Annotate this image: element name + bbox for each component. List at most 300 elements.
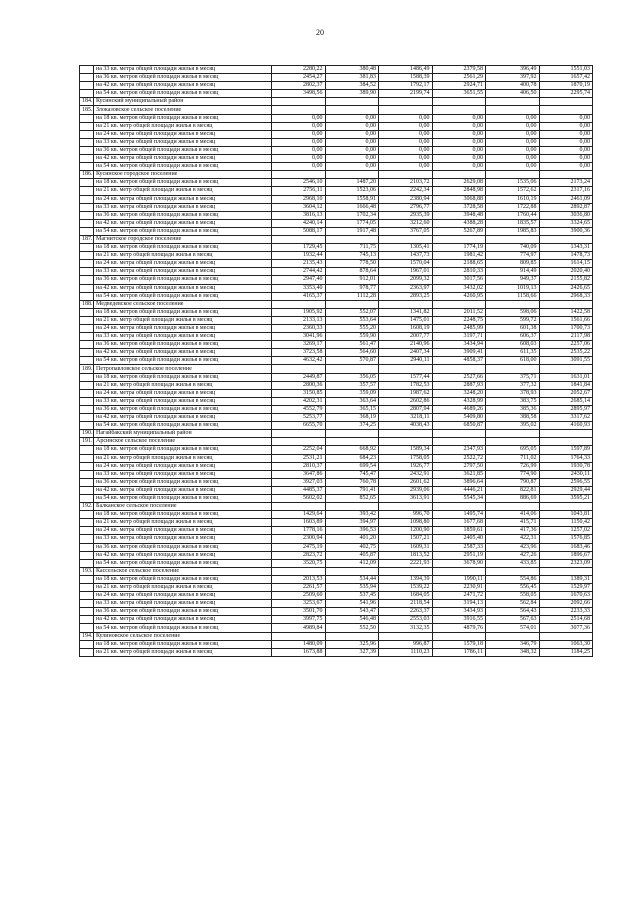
row-index [80, 575, 94, 583]
row-index [80, 535, 94, 543]
value-cell: 1666,48 [325, 203, 379, 211]
table-row [80, 640, 593, 648]
value-cell: 348,32 [486, 648, 540, 656]
value-cell [379, 235, 433, 243]
value-cell [486, 300, 540, 308]
value-cell: 1486,49 [379, 66, 433, 74]
row-index [80, 592, 94, 600]
value-cell: 552,50 [325, 624, 379, 632]
table-row [80, 260, 593, 268]
row-label: на 18 кв. метров общей площади жилья в месяц [94, 446, 272, 454]
value-cell: 6655,70 [272, 422, 326, 430]
table-row [80, 66, 593, 74]
value-cell: 3723,58 [272, 349, 326, 357]
row-index [80, 179, 94, 187]
value-cell: 2968,33 [539, 292, 593, 300]
value-cell: 1700,73 [539, 325, 593, 333]
value-cell: 1475,01 [379, 316, 433, 324]
row-label: на 54 кв. метров общей площади жилья в месяц [94, 624, 272, 632]
value-cell: 3432,02 [432, 284, 486, 292]
value-cell: 2188,65 [432, 260, 486, 268]
value-cell: 1684,05 [379, 592, 433, 600]
row-index [80, 519, 94, 527]
value-cell: 0,00 [379, 114, 433, 122]
value-cell: 1774,19 [432, 244, 486, 252]
row-index [80, 138, 94, 146]
value-cell: 2810,37 [272, 462, 326, 470]
row-label: на 33 кв. метра общей площади жилья в месяц [94, 268, 272, 276]
value-cell: 1422,58 [539, 308, 593, 316]
value-cell: 1019,13 [486, 284, 540, 292]
row-label: на 42 кв. метра общей площади жилья в месяц [94, 349, 272, 357]
row-label: на 21 кв. метр общей площади жилья в месяц [94, 519, 272, 527]
value-cell: 1774,05 [325, 219, 379, 227]
row-label: Кусинское городское поселение [94, 171, 272, 179]
row-index [80, 187, 94, 195]
value-cell: 327,39 [325, 648, 379, 656]
value-cell: 1729,45 [272, 244, 326, 252]
row-label: на 42 кв. метра общей площади жилья в месяц [94, 82, 272, 90]
row-index [80, 357, 94, 365]
value-cell: 356,05 [325, 373, 379, 381]
table-row [80, 171, 593, 179]
value-cell: 2199,74 [379, 90, 433, 98]
row-index [80, 292, 94, 300]
value-cell: 1184,25 [539, 648, 593, 656]
value-cell: 433,85 [486, 559, 540, 567]
row-index: 184. [80, 98, 94, 106]
value-cell [539, 438, 593, 446]
table-row [80, 632, 593, 640]
table-row [80, 430, 593, 438]
value-cell: 555,20 [325, 325, 379, 333]
table-row [80, 357, 593, 365]
row-index [80, 381, 94, 389]
value-cell: 0,00 [432, 114, 486, 122]
table-row [80, 122, 593, 130]
value-cell: 3900,36 [539, 227, 593, 235]
value-cell: 2347,93 [432, 446, 486, 454]
table-row [80, 146, 593, 154]
value-cell: 1576,85 [539, 535, 593, 543]
value-cell [486, 632, 540, 640]
row-index [80, 470, 94, 478]
row-label: Кассельское сельское поселение [94, 567, 272, 575]
value-cell: 2379,58 [432, 66, 486, 74]
value-cell: 0,00 [325, 122, 379, 130]
row-label: на 36 кв. метров общей площади жилья в месяц [94, 146, 272, 154]
value-cell: 3434,93 [432, 608, 486, 616]
table-row [80, 567, 593, 575]
value-cell [325, 567, 379, 575]
value-cell: 3212,60 [379, 219, 433, 227]
value-cell: 611,35 [486, 349, 540, 357]
value-cell: 3150,85 [272, 389, 326, 397]
value-cell: 1478,73 [539, 252, 593, 260]
value-cell: 2546,10 [272, 179, 326, 187]
value-cell: 684,23 [325, 454, 379, 462]
value-cell: 0,00 [486, 163, 540, 171]
value-cell: 2744,42 [272, 268, 326, 276]
table-row [80, 114, 593, 122]
value-cell: 2426,65 [539, 284, 593, 292]
row-index: 192. [80, 503, 94, 511]
value-cell: 2553,03 [379, 616, 433, 624]
value-cell: 2756,11 [272, 187, 326, 195]
row-index [80, 66, 94, 74]
value-cell: 2449,87 [272, 373, 326, 381]
row-index [80, 600, 94, 608]
value-cell: 2929,44 [539, 486, 593, 494]
row-index [80, 195, 94, 203]
value-cell: 0,00 [432, 130, 486, 138]
value-cell: 912,01 [325, 276, 379, 284]
row-label: Балканское сельское поселение [94, 503, 272, 511]
value-cell: 395,02 [486, 422, 540, 430]
value-cell: 0,00 [325, 155, 379, 163]
value-cell [272, 567, 326, 575]
value-cell: 2135,43 [272, 260, 326, 268]
value-cell: 3017,56 [432, 276, 486, 284]
value-cell: 1917,48 [325, 227, 379, 235]
table-row [80, 584, 593, 592]
value-cell: 365,15 [325, 405, 379, 413]
row-index [80, 640, 94, 648]
value-cell: 0,00 [539, 114, 593, 122]
value-cell: 2810,33 [432, 268, 486, 276]
row-index [80, 486, 94, 494]
value-cell: 3927,03 [272, 478, 326, 486]
value-cell: 0,00 [539, 146, 593, 154]
value-cell: 711,75 [325, 244, 379, 252]
row-label: на 36 кв. метров общей площади жилья в месяц [94, 608, 272, 616]
value-cell: 695,05 [486, 446, 540, 454]
value-cell: 0,00 [325, 146, 379, 154]
table-row [80, 559, 593, 567]
value-cell: 1539,22 [379, 584, 433, 592]
value-cell: 3613,91 [379, 494, 433, 502]
row-index [80, 543, 94, 551]
row-index: 190. [80, 430, 94, 438]
value-cell: 534,44 [325, 575, 379, 583]
value-cell: 1614,15 [539, 260, 593, 268]
table-row [80, 446, 593, 454]
value-cell: 385,36 [486, 405, 540, 413]
value-cell: 1673,88 [272, 648, 326, 656]
value-cell: 422,31 [486, 535, 540, 543]
row-label: на 42 кв. метра общей площади жилья в месяц [94, 414, 272, 422]
value-cell [432, 632, 486, 640]
row-label: Магнитское городское поселение [94, 235, 272, 243]
value-cell [539, 430, 593, 438]
table-row [80, 316, 593, 324]
value-cell: 774,90 [486, 470, 540, 478]
row-label: на 21 кв. метр общей площади жилья в месяц [94, 454, 272, 462]
value-cell: 402,75 [325, 543, 379, 551]
value-cell: 1570,04 [379, 260, 433, 268]
row-index [80, 227, 94, 235]
value-cell: 3816,13 [272, 211, 326, 219]
value-cell: 3896,64 [432, 478, 486, 486]
value-cell: 1835,57 [486, 219, 540, 227]
value-cell [432, 171, 486, 179]
row-label: на 21 кв. метр общей площади жилья в месяц [94, 252, 272, 260]
value-cell: 760,78 [325, 478, 379, 486]
value-cell: 2118,54 [379, 600, 433, 608]
row-label: на 36 кв. метров общей площади жилья в месяц [94, 543, 272, 551]
table-row [80, 90, 593, 98]
value-cell: 2587,33 [432, 543, 486, 551]
value-cell: 0,00 [325, 163, 379, 171]
value-cell: 400,78 [486, 82, 540, 90]
value-cell: 774,97 [486, 252, 540, 260]
value-cell: 1551,03 [539, 66, 593, 74]
table-row [80, 381, 593, 389]
value-cell: 377,32 [486, 381, 540, 389]
row-label: на 36 кв. метров общей площади жилья в месяц [94, 478, 272, 486]
row-index: 191. [80, 438, 94, 446]
row-label: на 21 кв. метр общей площади жилья в месяц [94, 187, 272, 195]
value-cell [379, 438, 433, 446]
table-row [80, 138, 593, 146]
table-row [80, 608, 593, 616]
value-cell: 396,49 [486, 66, 540, 74]
value-cell: 564,43 [486, 608, 540, 616]
value-cell: 1257,02 [539, 527, 593, 535]
table-row [80, 276, 593, 284]
value-cell: 1394,39 [379, 575, 433, 583]
value-cell: 2602,86 [379, 397, 433, 405]
value-cell: 3132,35 [379, 624, 433, 632]
table-row [80, 373, 593, 381]
value-cell: 1841,84 [539, 381, 593, 389]
row-label: Кусинский муниципальный район [94, 98, 272, 106]
row-label: на 24 кв. метра общей площади жилья в месяц [94, 592, 272, 600]
value-cell: 740,09 [486, 244, 540, 252]
value-cell: 1603,89 [272, 519, 326, 527]
value-cell: 3068,88 [432, 195, 486, 203]
table-row [80, 519, 593, 527]
table-row [80, 511, 593, 519]
value-cell: 2323,09 [539, 559, 593, 567]
table-row [80, 82, 593, 90]
value-cell: 0,00 [272, 146, 326, 154]
row-index [80, 244, 94, 252]
value-cell: 1110,23 [379, 648, 433, 656]
table-row [80, 624, 593, 632]
table-row [80, 616, 593, 624]
value-cell: 4202,31 [272, 397, 326, 405]
value-cell [272, 365, 326, 373]
value-cell: 4165,37 [272, 292, 326, 300]
value-cell: 0,00 [379, 155, 433, 163]
value-cell: 878,64 [325, 268, 379, 276]
row-label: Кулиновское сельское поселение [94, 632, 272, 640]
table-row [80, 227, 593, 235]
value-cell: 1577,44 [379, 373, 433, 381]
value-cell: 3077,36 [539, 624, 593, 632]
value-cell [432, 300, 486, 308]
row-label: на 33 кв. метра общей площади жилья в месяц [94, 470, 272, 478]
value-cell: 1764,33 [539, 454, 593, 462]
value-cell: 598,06 [486, 308, 540, 316]
value-cell: 2432,91 [379, 470, 433, 478]
row-index [80, 551, 94, 559]
row-index [80, 325, 94, 333]
value-cell: 2317,16 [539, 187, 593, 195]
row-label: на 21 кв. метр общей площади жилья в месяц [94, 122, 272, 130]
value-cell [325, 430, 379, 438]
table-row [80, 74, 593, 82]
value-cell: 1158,66 [486, 292, 540, 300]
row-index: 193. [80, 567, 94, 575]
value-cell: 2430,11 [539, 470, 593, 478]
value-cell: 2951,19 [432, 551, 486, 559]
value-cell: 3916,55 [432, 616, 486, 624]
value-cell: 4879,76 [432, 624, 486, 632]
value-cell [432, 438, 486, 446]
value-cell: 0,00 [379, 138, 433, 146]
value-cell: 553,64 [325, 316, 379, 324]
row-label: на 24 кв. метра общей площади жилья в месяц [94, 325, 272, 333]
value-cell: 1870,19 [539, 82, 593, 90]
value-cell: 4552,79 [272, 405, 326, 413]
table-row [80, 462, 593, 470]
value-cell: 0,00 [539, 138, 593, 146]
value-cell: 2800,36 [272, 381, 326, 389]
value-cell: 0,00 [272, 163, 326, 171]
value-cell: 1932,44 [272, 252, 326, 260]
value-cell: 2968,10 [272, 195, 326, 203]
value-cell: 2629,08 [432, 179, 486, 187]
value-cell: 380,48 [325, 66, 379, 74]
value-cell: 2807,94 [379, 405, 433, 413]
row-index [80, 163, 94, 171]
value-cell: 1150,42 [539, 519, 593, 527]
value-cell [432, 567, 486, 575]
value-cell: 1437,73 [379, 252, 433, 260]
value-cell: 396,53 [325, 527, 379, 535]
value-cell: 1480,09 [272, 640, 326, 648]
row-index [80, 494, 94, 502]
value-cell: 359,09 [325, 389, 379, 397]
value-cell: 346,79 [486, 640, 540, 648]
row-index [80, 624, 94, 632]
value-cell: 3091,55 [539, 357, 593, 365]
value-cell: 0,00 [486, 114, 540, 122]
value-cell: 325,96 [325, 640, 379, 648]
value-cell: 1558,91 [325, 195, 379, 203]
value-cell [379, 300, 433, 308]
row-index [80, 405, 94, 413]
row-label: на 54 кв. метров общей площади жилья в месяц [94, 163, 272, 171]
value-cell: 423,96 [486, 543, 540, 551]
value-cell: 2935,39 [379, 211, 433, 219]
value-cell: 2535,22 [539, 349, 593, 357]
row-index: 187. [80, 235, 94, 243]
table-row [80, 648, 593, 656]
value-cell: 406,50 [486, 90, 540, 98]
value-cell [432, 430, 486, 438]
value-cell: 2893,25 [379, 292, 433, 300]
table-row [80, 308, 593, 316]
value-cell: 0,00 [325, 130, 379, 138]
value-cell: 1792,17 [379, 82, 433, 90]
value-cell [539, 300, 593, 308]
value-cell: 0,00 [432, 138, 486, 146]
value-cell: 2601,62 [379, 478, 433, 486]
row-index [80, 276, 94, 284]
value-cell: 1305,41 [379, 244, 433, 252]
value-cell: 3501,70 [272, 608, 326, 616]
value-cell: 0,00 [325, 138, 379, 146]
value-cell: 3767,05 [379, 227, 433, 235]
value-cell: 852,65 [325, 494, 379, 502]
row-index [80, 252, 94, 260]
row-index [80, 414, 94, 422]
value-cell: 1683,46 [539, 543, 593, 551]
row-label: на 21 кв. метр общей площади жилья в месяц [94, 584, 272, 592]
value-cell: 809,85 [486, 260, 540, 268]
value-cell: 401,20 [325, 535, 379, 543]
row-label: на 18 кв. метров общей площади жилья в месяц [94, 179, 272, 187]
row-index [80, 130, 94, 138]
value-cell: 2380,94 [379, 195, 433, 203]
value-cell [432, 235, 486, 243]
value-cell: 726,99 [486, 462, 540, 470]
value-cell: 1657,42 [539, 74, 593, 82]
value-cell: 822,81 [486, 486, 540, 494]
row-label: на 33 кв. метра общей площади жилья в месяц [94, 535, 272, 543]
row-label: на 36 кв. метров общей площади жилья в месяц [94, 74, 272, 82]
table-row [80, 187, 593, 195]
value-cell [379, 430, 433, 438]
row-label: на 33 кв. метра общей площади жилья в месяц [94, 138, 272, 146]
row-index [80, 341, 94, 349]
row-label: Петропавловское сельское поселение [94, 365, 272, 373]
value-cell: 0,00 [379, 146, 433, 154]
page-number: 20 [316, 28, 324, 37]
value-cell: 3353,40 [272, 284, 326, 292]
value-cell [539, 567, 593, 575]
value-cell: 1782,53 [379, 381, 433, 389]
value-cell: 2685,14 [539, 397, 593, 405]
row-label: на 18 кв. метров общей площади жилья в месяц [94, 575, 272, 583]
value-cell: 791,41 [325, 486, 379, 494]
value-cell [325, 503, 379, 511]
value-cell: 2230,91 [432, 584, 486, 592]
value-cell [325, 365, 379, 373]
value-cell: 1990,11 [432, 575, 486, 583]
value-cell [325, 300, 379, 308]
value-cell: 1702,34 [325, 211, 379, 219]
value-cell: 6850,87 [432, 422, 486, 430]
value-cell [539, 98, 593, 106]
value-cell: 996,70 [379, 511, 433, 519]
value-cell: 2940,11 [379, 357, 433, 365]
value-cell: 1523,06 [325, 187, 379, 195]
value-cell: 2263,37 [379, 608, 433, 616]
value-cell: 3595,21 [539, 494, 593, 502]
row-label: на 42 кв. метра общей площади жилья в месяц [94, 616, 272, 624]
value-cell: 2007,77 [379, 333, 433, 341]
value-cell: 574,01 [486, 624, 540, 632]
value-cell: 552,07 [325, 308, 379, 316]
row-label: Нагайбакский муниципальный район [94, 430, 272, 438]
table-row [80, 470, 593, 478]
value-cell: 2471,72 [432, 592, 486, 600]
value-cell: 745,47 [325, 470, 379, 478]
